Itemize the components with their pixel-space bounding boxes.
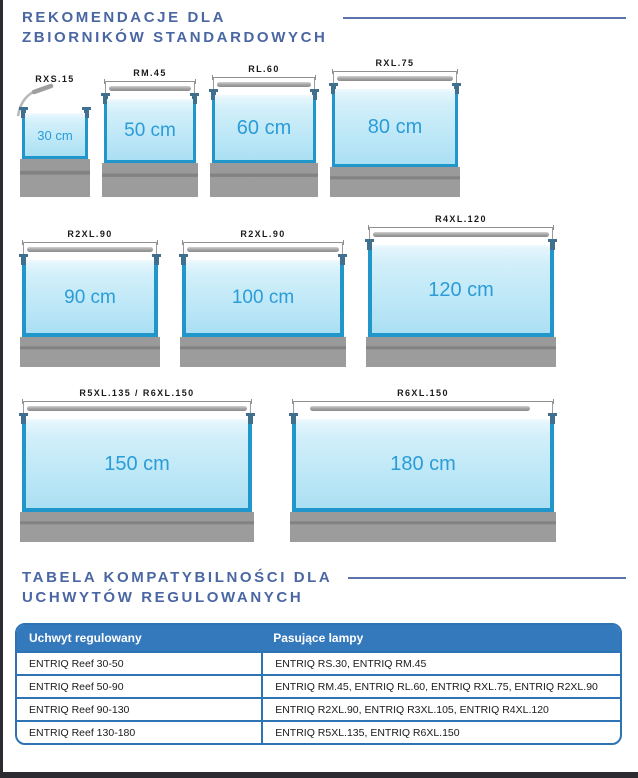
dimension-line [22,242,158,243]
table-row [17,651,620,674]
tank-model-label: RXS.15 [35,74,75,84]
lamp-bar [187,247,339,252]
tank-stand [366,337,556,367]
section1-header [22,8,628,47]
cell-uchwyt: ENTRIQ Reef 30-50 [29,657,124,670]
tank-size-label: 180 cm [390,453,456,475]
dimension-line [292,401,554,402]
tank-stand [20,337,160,367]
tank-size-label: 80 cm [367,116,423,138]
lamp-rig [22,240,158,260]
dimension-line [22,401,252,402]
table-row [17,697,620,720]
lamp-bar [217,82,311,87]
tank-glass [104,99,196,163]
lamp-rig [22,399,252,419]
water [372,245,550,333]
tank-model-label: RM.45 [133,68,167,78]
table-header-row [17,625,620,651]
tank-row-1 [22,57,628,197]
dimension-line [104,81,196,82]
page-bottom-edge [0,772,638,778]
cell-uchwyt: ENTRIQ Reef 130-180 [29,726,136,739]
section2-rule [348,577,626,579]
cell-lampy: ENTRIQ R2XL.90, ENTRIQ R3XL.105, ENTRIQ R4XL.120 [261,699,620,720]
table-row [17,674,620,697]
dimension-line [332,71,458,72]
compatibility-table [15,623,622,745]
lamp-rig [182,240,344,260]
lamp-rig [212,75,316,95]
tank-size-label: 90 cm [64,286,116,308]
corner-post-right [550,413,555,424]
tank-stand [210,163,318,197]
tank-glass [22,260,158,337]
tank-stand [20,159,90,197]
lamp-bar [27,406,247,411]
water [107,99,193,160]
water [335,89,455,164]
dimension-line [368,227,554,228]
tank-figure-r2xl90-a [22,228,158,367]
tank-model-label: R6XL.150 [397,388,449,398]
header-cell-lampy: Pasujące lampy [273,631,364,645]
water [26,260,154,333]
tank-figure-rl60 [212,63,316,197]
corner-post-right [154,254,159,265]
lamp-bar [337,76,453,81]
water [26,419,248,508]
lamp-rig [292,399,554,419]
cell-lampy: ENTRIQ R5XL.135, ENTRIQ R6XL.150 [261,722,620,743]
flex-arm-area [22,85,88,113]
tank-figure-r4xl120 [368,213,554,367]
water [186,260,340,333]
tank-model-label: R2XL.90 [240,229,286,239]
tank-glass [22,113,88,159]
tank-figure-rxl75 [332,57,458,197]
cell-lampy: ENTRIQ RM.45, ENTRIQ RL.60, ENTRIQ RXL.75, ENTRIQ R2XL.90 [261,676,620,697]
cell-lampy: ENTRIQ RS.30, ENTRIQ RM.45 [261,653,620,674]
cell-uchwyt: ENTRIQ Reef 90-130 [29,703,130,716]
cell-uchwyt: ENTRIQ Reef 50-90 [29,680,124,693]
tank-size-label: 120 cm [428,278,494,301]
tank-size-label: 150 cm [104,453,170,475]
section1-title-line1: REKOMENDACJE DLA [22,9,227,26]
tank-size-label: 50 cm [124,119,176,141]
tank-row-2 [22,213,628,367]
water [25,113,85,156]
tank-size-label: 100 cm [231,286,295,308]
tank-glass [368,245,554,337]
lamp-rig [104,79,196,99]
tank-glass [22,419,252,512]
tank-model-label: R5XL.135 / R6XL.150 [79,388,195,398]
tank-size-label: 60 cm [236,117,292,139]
water [215,95,313,160]
lamp-bar [109,86,191,91]
table-row [17,720,620,743]
tank-model-label: R2XL.90 [67,229,113,239]
section2-title-line2: UCHWYTÓW REGULOWANYCH [22,588,304,606]
tank-figure-rxs15 [22,73,88,197]
corner-post-right [248,413,253,424]
section1-title-line2: ZBIORNIKÓW STANDARDOWYCH [22,28,328,46]
corner-post-right [340,254,345,265]
tank-model-label: RL.60 [248,64,280,74]
tank-stand [290,512,556,542]
tank-glass [332,89,458,167]
tank-model-label: R4XL.120 [435,214,487,224]
lamp-bar [27,247,153,252]
tank-glass [212,95,316,163]
dimension-line [182,242,344,243]
tank-row-3 [22,387,628,542]
tank-figure-r5xl135-r6xl150 [22,387,252,542]
tank-stand [330,167,460,197]
tank-stand [180,337,346,367]
section2-title [22,568,332,607]
tank-glass [292,419,554,512]
tank-figure-rm45 [104,67,196,197]
header-cell-uchwyt: Uchwyt regulowany [29,631,142,645]
tank-size-label: 30 cm [37,128,73,143]
water [296,419,550,508]
corner-post-right [550,239,555,250]
section2-title-line1: TABELA KOMPATYBILNOŚCI DLA [22,569,333,586]
tank-figure-r6xl150 [292,387,554,542]
tank-figure-r2xl90-b [182,228,344,367]
tank-stand [20,512,254,542]
section1-title [22,8,327,47]
lamp-rig [332,69,458,89]
tank-glass [182,260,344,337]
lamp-bar [373,232,549,237]
section1-rule [343,17,626,19]
tank-model-label: RXL.75 [375,58,415,68]
lamp-bar [310,406,530,411]
page-left-edge [0,0,3,778]
dimension-line [212,77,316,78]
tank-stand [102,163,198,197]
lamp-rig [368,225,554,245]
section2-header [22,568,628,607]
